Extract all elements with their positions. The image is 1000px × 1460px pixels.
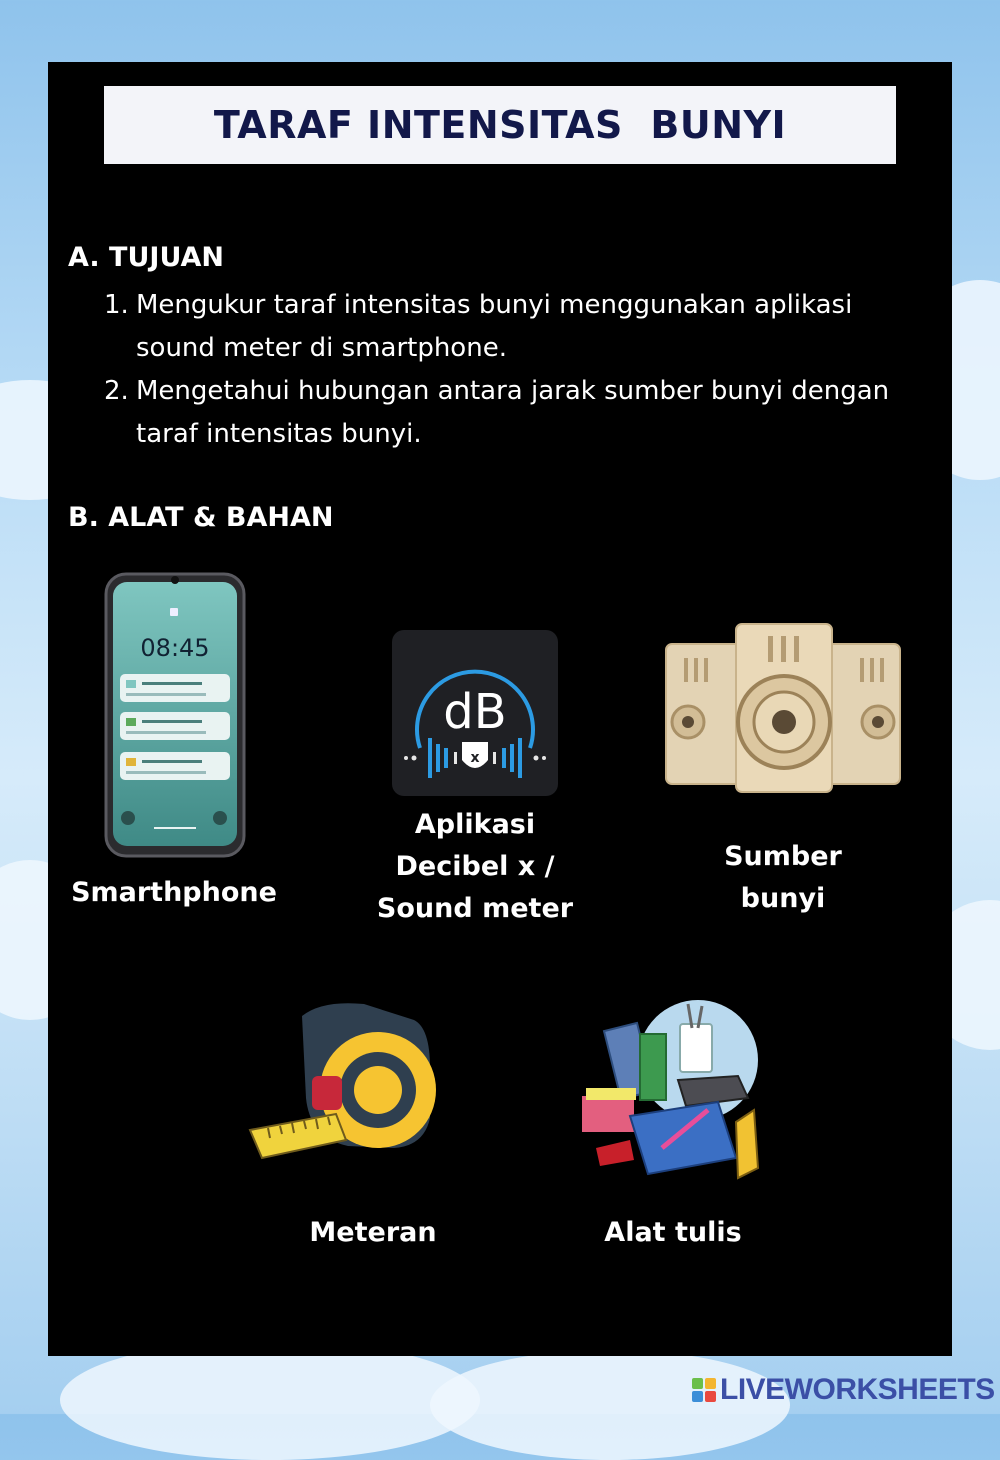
brand-mark-icon bbox=[692, 1378, 716, 1402]
smartphone-caption: Smarthphone bbox=[71, 877, 277, 908]
list-item bbox=[104, 370, 934, 456]
section-a-heading: A. TUJUAN bbox=[68, 242, 225, 273]
stationery-caption: Alat tulis bbox=[604, 1217, 742, 1248]
speaker-caption-line: Sumber bbox=[724, 841, 842, 872]
tape-measure-icon bbox=[244, 998, 438, 1184]
speaker-caption-line: bunyi bbox=[740, 883, 826, 914]
app-caption bbox=[350, 804, 600, 930]
title-banner bbox=[104, 86, 896, 164]
speaker-caption bbox=[668, 836, 898, 920]
section-b-heading: B. ALAT & BAHAN bbox=[68, 502, 334, 533]
app-icon-label: dB bbox=[443, 684, 507, 740]
liveworksheets-logo bbox=[692, 1374, 995, 1406]
app-caption-line: Sound meter bbox=[376, 893, 574, 924]
app-caption-line: Decibel x / bbox=[395, 851, 555, 882]
cloud-decoration bbox=[60, 1340, 480, 1460]
list-item bbox=[104, 284, 934, 370]
speaker-icon bbox=[664, 622, 902, 794]
list-text: Mengetahui hubungan antara jarak sumber bunyi dengan taraf intensitas bunyi. bbox=[136, 376, 890, 449]
page-title: TARAF INTENSITAS BUNYI bbox=[213, 103, 787, 147]
brand-name: LIVEWORKSHEETS bbox=[720, 1373, 995, 1406]
list-number: 1. bbox=[104, 290, 129, 320]
decibel-app-icon bbox=[392, 630, 558, 796]
svg-text:x: x bbox=[470, 750, 480, 766]
smartphone-icon bbox=[102, 572, 248, 858]
list-text: Mengukur taraf intensitas bunyi menggunakan aplikasi sound meter di smartphone. bbox=[136, 290, 853, 363]
app-caption-line: Aplikasi bbox=[414, 809, 536, 840]
tape-caption: Meteran bbox=[309, 1217, 437, 1248]
stationery-icon bbox=[578, 998, 784, 1198]
goals-list bbox=[104, 284, 934, 456]
worksheet-panel bbox=[48, 62, 952, 1356]
list-number: 2. bbox=[104, 376, 129, 406]
phone-clock: 08:45 bbox=[140, 634, 210, 662]
